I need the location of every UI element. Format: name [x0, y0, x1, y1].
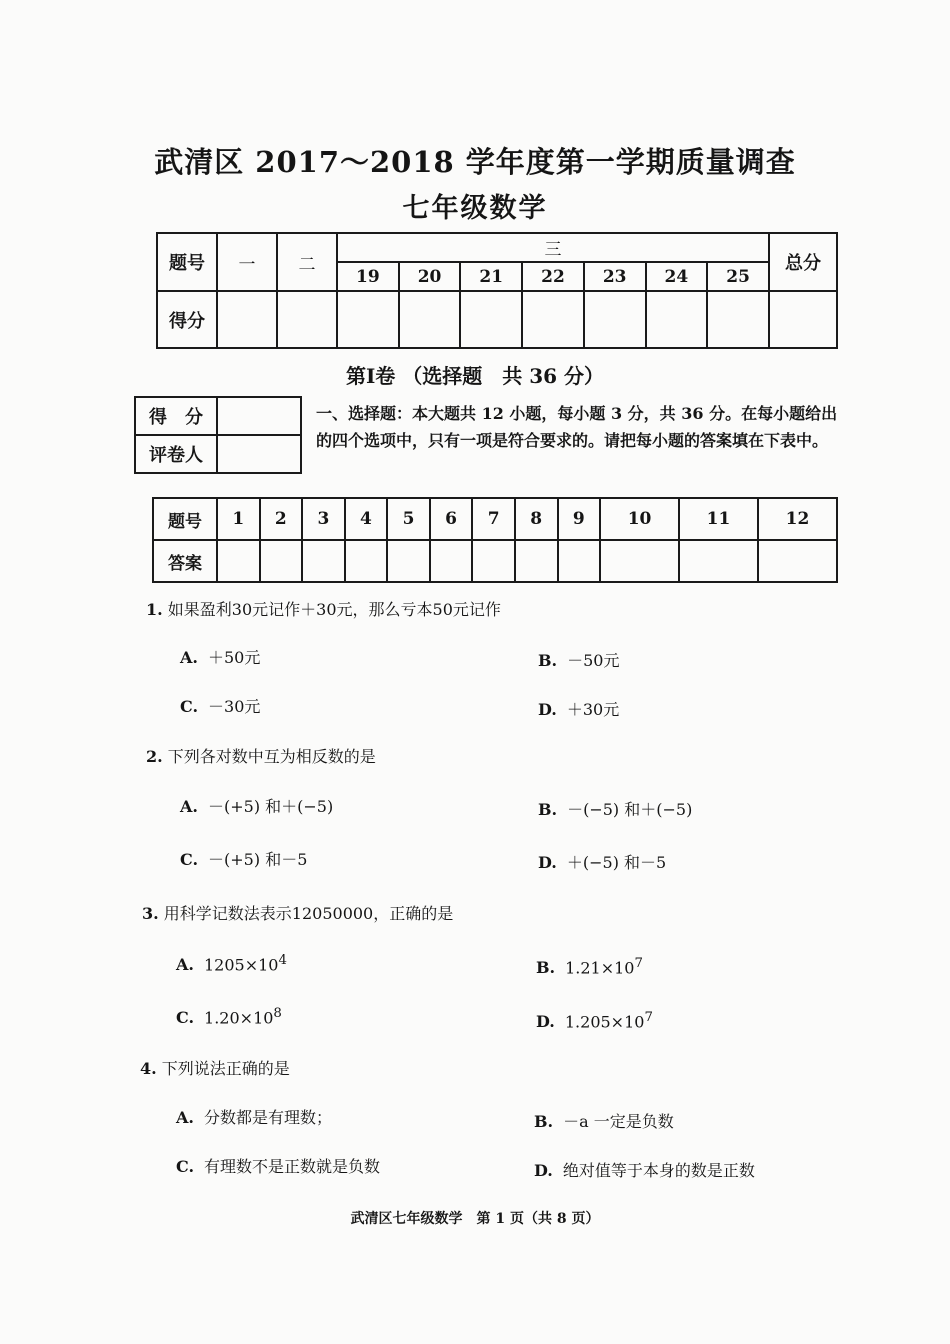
answer-table-question-label: 题号 [153, 498, 217, 540]
option-2b[interactable] [538, 797, 692, 820]
option-label: C. [180, 697, 199, 716]
question-text: 下列说法正确的是 [161, 1059, 290, 1078]
option-2c[interactable] [180, 847, 307, 870]
score-table-sub-col: 22 [522, 262, 584, 291]
section-instructions: 一、选择题：本大题共 12 小题，每小题 3 分，共 36 分。在每小题给出的四个选项中，只有一项是符合要求的。请把每小题的答案填在下表中。 [316, 404, 838, 450]
option-label: D. [536, 1012, 555, 1032]
question-number: 3. [142, 904, 159, 923]
answer-cell[interactable] [302, 540, 345, 582]
question-text: 如果盈利30元记作＋30元，那么亏本50元记作 [167, 600, 501, 619]
option-3d[interactable] [536, 1010, 653, 1031]
option-text: 1.205×10 [564, 1012, 645, 1032]
answer-table-number: 2 [260, 498, 303, 540]
option-2a[interactable] [180, 794, 333, 817]
score-cell[interactable] [277, 291, 337, 348]
answer-table-number: 11 [679, 498, 758, 540]
option-label: A. [176, 1108, 194, 1127]
answer-cell[interactable] [758, 540, 837, 582]
answer-cell[interactable] [260, 540, 303, 582]
answer-cell[interactable] [345, 540, 388, 582]
score-cell[interactable] [217, 291, 277, 348]
option-text: 1.21×10 [565, 958, 635, 978]
question-number: 1. [146, 600, 163, 619]
score-cell[interactable] [584, 291, 646, 348]
score-cell[interactable] [769, 291, 837, 348]
option-text: 1.20×10 [204, 1008, 274, 1028]
option-text: －a 一定是负数 [563, 1112, 674, 1131]
score-table-score-label: 得分 [157, 291, 217, 348]
option-1d[interactable] [538, 697, 619, 720]
option-label: D. [538, 700, 557, 719]
section-title: 第Ⅰ卷 （选择题 共 36 分） [345, 364, 605, 388]
score-cell[interactable] [399, 291, 461, 348]
answer-table-number: 7 [472, 498, 515, 540]
option-label: A. [176, 955, 194, 975]
option-label: D. [534, 1161, 553, 1180]
grader-table [134, 396, 302, 474]
option-4b[interactable] [534, 1109, 674, 1132]
answer-table-number: 1 [217, 498, 260, 540]
option-4a[interactable] [176, 1105, 332, 1128]
answer-cell[interactable] [600, 540, 679, 582]
option-label: D. [538, 853, 557, 872]
score-table-col-3: 三 [337, 233, 769, 262]
question-number: 4. [140, 1059, 157, 1078]
answer-table-number: 3 [302, 498, 345, 540]
option-label: C. [180, 850, 199, 869]
option-exponent: 4 [278, 953, 287, 968]
option-label: A. [180, 797, 198, 816]
exam-title: 武清区 2017～2018 学年度第一学期质量调查 [154, 145, 796, 179]
option-text: 绝对值等于本身的数是正数 [562, 1161, 755, 1180]
answer-table-number: 5 [387, 498, 430, 540]
option-1b[interactable] [538, 648, 619, 671]
answer-cell[interactable] [387, 540, 430, 582]
option-text: －(−5) 和＋(−5) [567, 800, 693, 819]
page-footer: 武清区七年级数学 第 1 页（共 8 页） [350, 1211, 600, 1227]
question-text: 下列各对数中互为相反数的是 [167, 747, 376, 766]
option-1a[interactable] [180, 645, 260, 668]
option-text: ＋(−5) 和－5 [566, 853, 667, 872]
option-text: 1205×10 [203, 955, 279, 975]
answer-table-number: 6 [430, 498, 473, 540]
option-label: B. [536, 958, 556, 978]
score-table-col-1: 一 [217, 233, 277, 291]
score-cell[interactable] [522, 291, 584, 348]
option-2d[interactable] [538, 850, 666, 873]
option-label: C. [176, 1008, 195, 1028]
question-4 [140, 1056, 290, 1079]
question-3 [142, 901, 453, 924]
option-4d[interactable] [534, 1158, 755, 1181]
question-1 [146, 597, 501, 620]
score-table-question-label: 题号 [157, 233, 217, 291]
option-1c[interactable] [180, 694, 260, 717]
score-table-total: 总分 [769, 233, 837, 291]
answer-cell[interactable] [430, 540, 473, 582]
score-table-sub-col: 19 [337, 262, 399, 291]
option-text: －30元 [208, 697, 261, 716]
option-4c[interactable] [176, 1154, 380, 1177]
option-text: 有理数不是正数就是负数 [204, 1157, 381, 1176]
answer-table-number: 12 [758, 498, 837, 540]
score-table-sub-col: 25 [707, 262, 769, 291]
answer-cell[interactable] [472, 540, 515, 582]
option-3c[interactable] [176, 1006, 282, 1027]
question-text: 用科学记数法表示12050000，正确的是 [163, 904, 454, 923]
question-number: 2. [146, 747, 163, 766]
option-3a[interactable] [176, 953, 287, 974]
score-summary-table [156, 232, 838, 349]
option-text: －50元 [567, 651, 620, 670]
score-cell[interactable] [646, 291, 708, 348]
option-exponent: 7 [634, 956, 643, 971]
answer-table-answer-label: 答案 [153, 540, 217, 582]
option-3b[interactable] [536, 956, 643, 977]
option-label: A. [180, 648, 198, 667]
grader-name-label: 评卷人 [135, 435, 217, 473]
question-2 [146, 744, 376, 767]
exam-subtitle: 七年级数学 [402, 193, 548, 224]
option-exponent: 7 [644, 1010, 653, 1025]
answer-cell[interactable] [515, 540, 558, 582]
answer-cell[interactable] [679, 540, 758, 582]
answer-table-number: 4 [345, 498, 388, 540]
option-text: －(+5) 和＋(−5) [207, 797, 334, 816]
grader-name-cell[interactable] [217, 435, 301, 473]
score-table-col-2: 二 [277, 233, 337, 291]
answer-cell[interactable] [558, 540, 601, 582]
option-label: B. [534, 1112, 554, 1131]
score-table-sub-col: 21 [460, 262, 522, 291]
option-text: ＋30元 [566, 700, 620, 719]
score-cell[interactable] [337, 291, 399, 348]
option-text: 分数都是有理数； [203, 1108, 332, 1127]
score-table-sub-col: 24 [646, 262, 708, 291]
option-label: B. [538, 800, 558, 819]
option-exponent: 8 [273, 1006, 282, 1021]
answer-table-number: 10 [600, 498, 679, 540]
score-table-sub-col: 23 [584, 262, 646, 291]
grader-score-label: 得 分 [135, 397, 217, 435]
answer-table-number: 9 [558, 498, 601, 540]
option-label: B. [538, 651, 558, 670]
option-label: C. [176, 1157, 195, 1176]
option-text: ＋50元 [207, 648, 261, 667]
grader-score-cell[interactable] [217, 397, 301, 435]
answer-table [152, 497, 838, 583]
answer-cell[interactable] [217, 540, 260, 582]
answer-table-number: 8 [515, 498, 558, 540]
score-cell[interactable] [460, 291, 522, 348]
option-text: －(+5) 和－5 [208, 850, 308, 869]
score-cell[interactable] [707, 291, 769, 348]
score-table-sub-col: 20 [399, 262, 461, 291]
